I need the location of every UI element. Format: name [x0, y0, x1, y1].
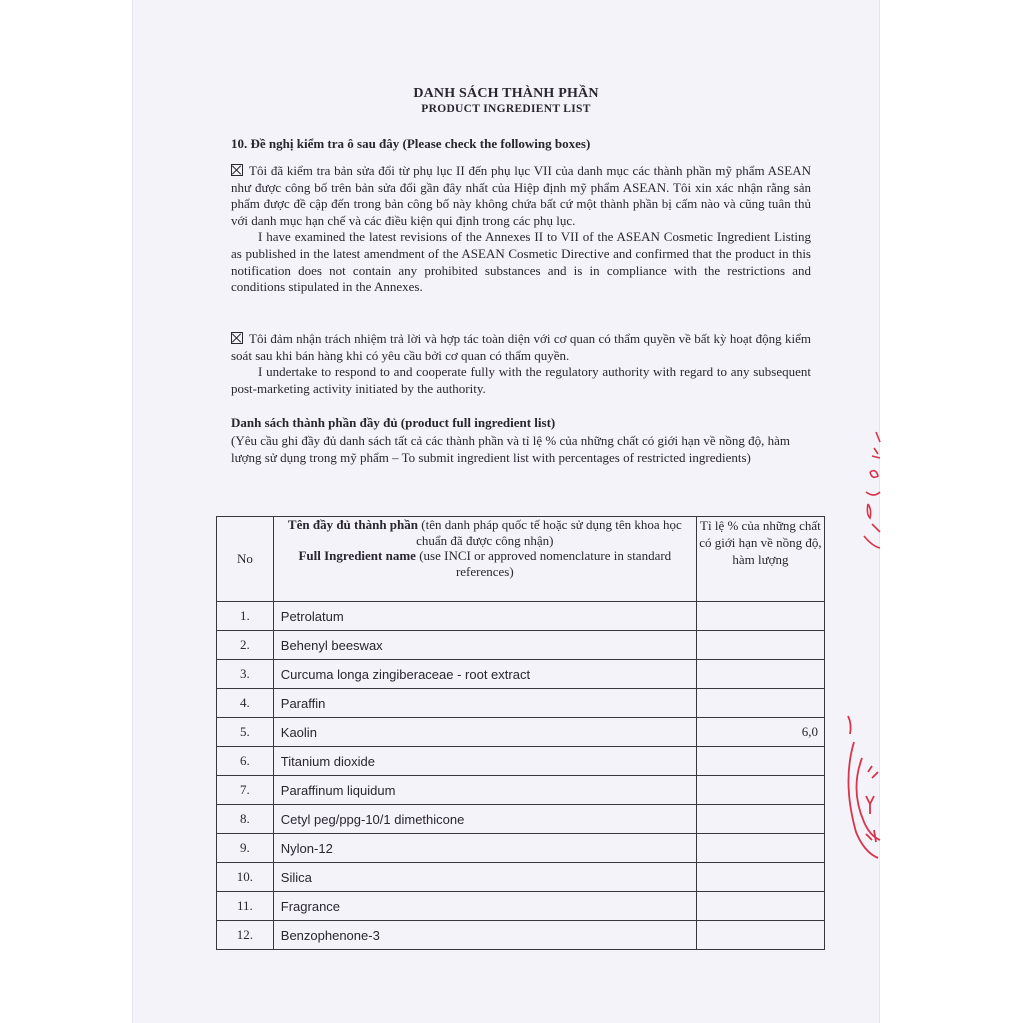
ingredient-name: Benzophenone-3 [273, 921, 696, 950]
declaration-2-vi-text: Tôi đảm nhận trách nhiệm trả lời và hợp tác toàn diện với cơ quan có thẩm quyền về bất kỳ hoạt động kiểm soát sau khi bán hàng khi có yêu cầu bởi cơ quan có thẩm quyền. [231, 331, 811, 363]
row-number: 7. [217, 776, 274, 805]
header-percentage: Tỉ lệ % của những chất có giới hạn về nồng độ, hàm lượng [696, 517, 824, 602]
checked-box-icon [231, 164, 243, 176]
ingredient-name: Nylon-12 [273, 834, 696, 863]
checked-box-icon [231, 332, 243, 344]
full-list-heading: Danh sách thành phần đầy đủ (product full ingredient list) [231, 415, 556, 430]
ingredient-name: Curcuma longa zingiberaceae - root extract [273, 660, 696, 689]
header-name-vi: (tên danh pháp quốc tế hoặc sử dụng tên khoa học chuẩn đã được công nhận) [416, 517, 682, 548]
row-number: 12. [217, 921, 274, 950]
ingredient-percentage [696, 834, 824, 863]
table-row [217, 921, 825, 950]
ingredient-name: Titanium dioxide [273, 747, 696, 776]
table-row [217, 834, 825, 863]
declaration-2-en: I undertake to respond to and cooperate fully with the regulatory authority with regard to any subsequent post-marketing activity initiated by the authority. [231, 364, 811, 396]
full-list-note: (Yêu cầu ghi đầy đủ danh sách tất cả các thành phần và tỉ lệ % của những chất có giới hạn về nồng độ, hàm lượng sử dụng trong mỹ phẩm – To submit ingredient list with percentages of restricted ingredients) [231, 433, 791, 465]
ingredient-percentage [696, 602, 824, 631]
ingredient-percentage: 6,0 [696, 718, 824, 747]
row-number: 1. [217, 602, 274, 631]
header-no: No [217, 517, 274, 602]
document-page [132, 0, 880, 1023]
table-body [217, 602, 825, 950]
table-row [217, 689, 825, 718]
ingredient-name: Paraffinum liquidum [273, 776, 696, 805]
ingredient-name: Cetyl peg/ppg-10/1 dimethicone [273, 805, 696, 834]
row-number: 5. [217, 718, 274, 747]
row-number: 4. [217, 689, 274, 718]
table-row [217, 747, 825, 776]
row-number: 11. [217, 892, 274, 921]
header-name-en: (use INCI or approved nomenclature in standard references) [415, 548, 672, 579]
table-row [217, 776, 825, 805]
ingredient-percentage [696, 747, 824, 776]
red-seal-fragment-icon [838, 712, 882, 862]
ingredient-percentage [696, 776, 824, 805]
ingredient-name: Paraffin [273, 689, 696, 718]
ingredient-name: Petrolatum [273, 602, 696, 631]
declaration-2-vi [231, 331, 811, 364]
header-name-vi-bold: Tên đầy đủ thành phần [287, 517, 418, 532]
ingredient-name: Fragrance [273, 892, 696, 921]
ingredient-percentage [696, 689, 824, 718]
row-number: 10. [217, 863, 274, 892]
row-number: 9. [217, 834, 274, 863]
table-row [217, 718, 825, 747]
ingredient-percentage [696, 892, 824, 921]
declaration-1-vi [231, 163, 811, 229]
section-10-heading: 10. Đề nghị kiểm tra ô sau đây (Please check the following boxes) [231, 136, 591, 151]
table-row [217, 631, 825, 660]
page-title-vi: DANH SÁCH THÀNH PHẦN [413, 86, 599, 101]
table-row [217, 805, 825, 834]
declaration-1 [231, 163, 811, 296]
ingredient-name: Behenyl beeswax [273, 631, 696, 660]
ingredient-percentage [696, 631, 824, 660]
row-number: 3. [217, 660, 274, 689]
declaration-1-vi-text: Tôi đã kiểm tra bản sửa đổi từ phụ lục II đến phụ lục VII của danh mục các thành phần mỹ phẩm ASEAN như được công bố trên bản sửa đổi gần đây nhất của Hiệp định mỹ phẩm ASEAN. Tôi xin xác nhận rằng sản phẩm được đề cập đến trong bản công bố này không chứa bất cứ một thành phần bị cấm nào và cũng tuân thủ với danh mục hạn chế và các điều kiện qui định trong các phụ lục. [231, 163, 811, 228]
red-stamp-fragment-icon [858, 428, 884, 554]
row-number: 8. [217, 805, 274, 834]
ingredient-percentage [696, 805, 824, 834]
header-name-en-bold: Full Ingredient name [298, 548, 416, 563]
page-title-en: PRODUCT INGREDIENT LIST [421, 103, 591, 115]
row-number: 6. [217, 747, 274, 776]
table-row [217, 892, 825, 921]
header-ingredient-name [273, 517, 696, 602]
ingredient-name: Silica [273, 863, 696, 892]
ingredient-percentage [696, 660, 824, 689]
ingredient-table [216, 516, 825, 950]
table-row [217, 863, 825, 892]
declaration-2 [231, 331, 811, 397]
ingredient-name: Kaolin [273, 718, 696, 747]
declaration-1-en: I have examined the latest revisions of the Annexes II to VII of the ASEAN Cosmetic Ingredient Listing as published in the latest amendment of the ASEAN Cosmetic Directive and confirmed that the product in this notification does not contain any prohibited substances and is in compliance with the restrictions and conditions stipulated in the Annexes. [231, 229, 811, 295]
ingredient-percentage [696, 921, 824, 950]
ingredient-percentage [696, 863, 824, 892]
table-row [217, 660, 825, 689]
table-row [217, 602, 825, 631]
table-header-row [217, 517, 825, 602]
row-number: 2. [217, 631, 274, 660]
